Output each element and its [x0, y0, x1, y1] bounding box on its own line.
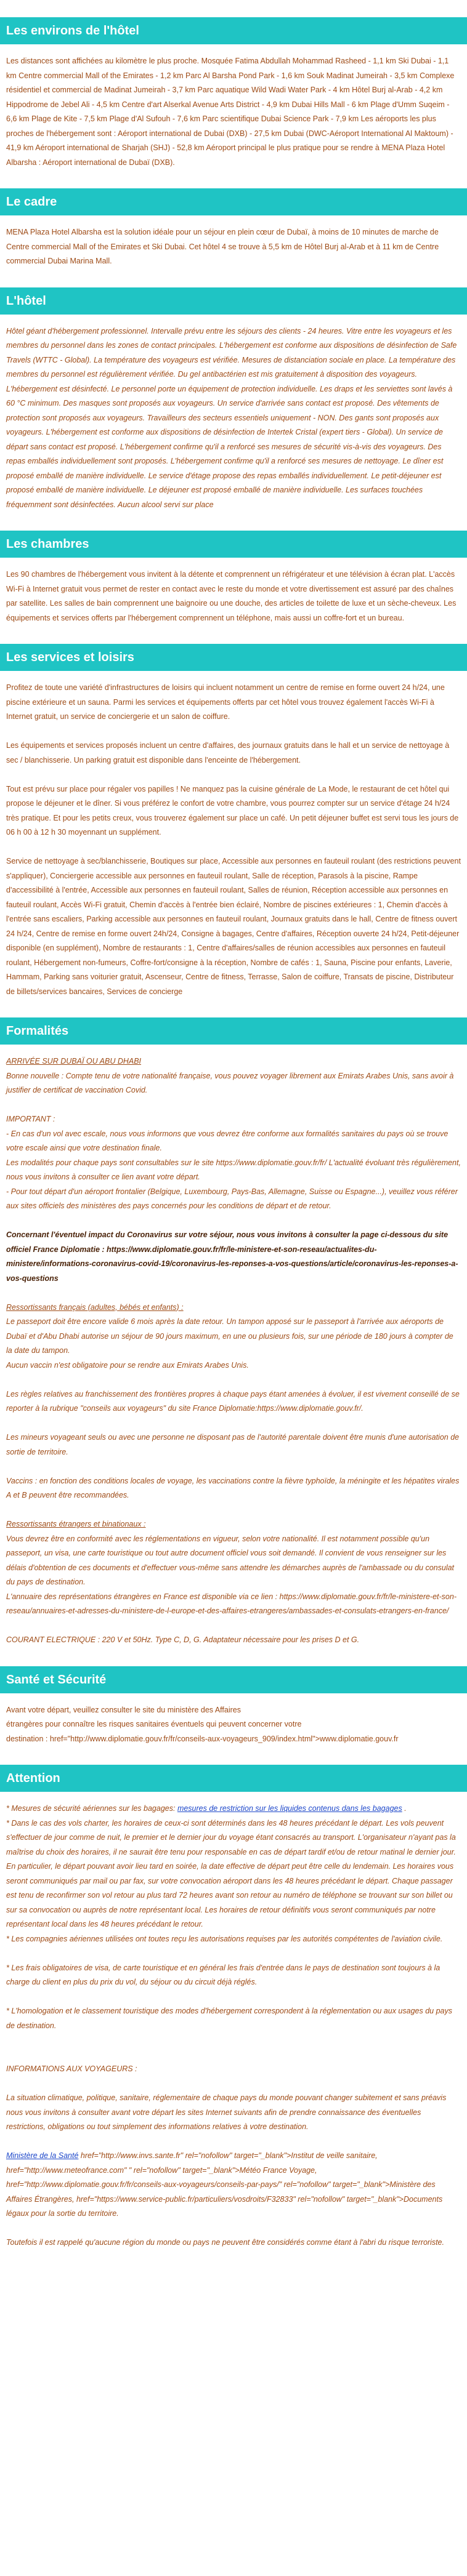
spacer [6, 1990, 461, 2005]
services-title: Les services et loisirs [0, 644, 467, 671]
section-formalites [0, 1017, 467, 1648]
spacer [6, 724, 461, 739]
sante-title: Santé et Sécurité [0, 1666, 467, 1693]
formalites-body [0, 1054, 467, 1648]
ministere-sante-link[interactable]: Ministère de la Santé [6, 2151, 79, 2160]
services-amenities-list: Service de nettoyage à sec/blanchisserie, Boutiques sur place, Accessible aux personnes en fauteuil roulant (des restrictions peuvent s'appliquer), Conciergerie accessible aux personnes en fauteuil roulant, Salle de réception, Parasols à la piscine, Rampe d'accessibilité à l'entrée, Accessible aux personnes en fauteuil roulant, Salles de réunion, Réception accessible aux personnes en fauteuil roulant, Accès Wi-Fi gratuit, Chemin d'accès à l'entrée bien éclairé, Nombre de piscines extérieures : 1, Chemin d'accès à l'entrée sans escaliers, Parking accessible aux personnes en fauteuil roulant, Journaux gratuits dans le hall, Centre de fitness ouvert 24 h/24, Centre de remise en forme ouvert 24h/24, Consigne à bagages, Centre d'affaires, Réception ouverte 24 h/24, Petit-déjeuner disponible (en supplément), Nombre de restaurants : 1, Centre d'affaires/salles de réunion accessibles aux personnes en fauteuil roulant, Hébergement non-fumeurs, Coffre-fort/consigne à la réception, Nombre de cafés : 1, Sauna, Piscine pour enfants, Laverie, Hammam, Parking sans voiturier gratuit, Ascenseur, Centre de fitness, Terrasse, Salon de coiffure, Transats de piscine, Distributeur de billets/services bancaires, Services de concierge [6, 857, 461, 996]
cadre-title: Le cadre [0, 188, 467, 215]
important-modalites-text: Les modalités pour chaque pays sont consultables sur le site https://www.diplomatie.gouv.fr/fr/ L'actualité évoluant très régulièrement, nous vous invitons à consulter ce lien avant votre départ. [6, 1158, 461, 1181]
bonne-nouvelle-text: Bonne nouvelle : Compte tenu de votre nationalité française, vous pouvez voyager librement aux Emirats Arabes Unis, sans avoir à justifier de certificat de vaccination Covid. [6, 1071, 454, 1094]
annuaire-text: L'annuaire des représentations étrangères en France est disponible via ce lien : https://www.diplomatie.gouv.fr/fr/le-ministere-et-son-reseau/annuaires-et-adresses-du-ministere-de-l-europe-et-des-affaires-etrangeres/ambassades-et-consulats-etrangers-en-france/ [6, 1592, 457, 1615]
frais-visa-text: * Les frais obligatoires de visa, de carte touristique et en général les frais d'entrée dans le pays de destination sont toujours à la charge du client en plus du prix du vol, du séjour ou du circuit déjà réglés. [6, 1963, 441, 1986]
chambres-title: Les chambres [0, 531, 467, 558]
courant-electrique-text: COURANT ELECTRIQUE : 220 V et 50Hz. Type C, D, G. Adaptateur nécessaire pour les prises D et G. [6, 1635, 360, 1644]
informations-voyageurs-heading: INFORMATIONS AUX VOYAGEURS : [6, 2064, 137, 2073]
homologation-text: * L'homologation et le classement touristique des modes d'hébergement correspondent à la réglementation ou aux usages du pays de destination. [6, 2007, 452, 2030]
ressortissants-etrangers-heading: Ressortissants étrangers et binationaux : [6, 1520, 146, 1528]
spacer [6, 1503, 461, 1518]
terrorisme-text: Toutefois il est rappelé qu'aucune région du monde ou pays ne peuvent être considérés comme étant à l'abri du risque terroriste. [6, 2238, 444, 2247]
spacer [6, 1373, 461, 1387]
services-body [0, 681, 467, 999]
environs-title: Les environs de l'hôtel [0, 17, 467, 44]
etrangers-text: Vous devrez être en conformité avec les réglementations en vigueur, selon votre nationalité. Il est notamment possible qu'un passeport, un visa, une carte touristique ou tout autre document officiel vous soit demandé. Il convient de vous renseigner sur les délais d'obtention de ces documents et d'effectuer vous-même sans attendre les démarches auprès de l'ambassade ou du consulat du pays de destination. [6, 1534, 455, 1586]
situation-text-2: nous vous invitons à consulter avant votre départ les sites Internet suivants afin de prendre connaissance des éventuelles restrictions, obligations ou tout simplement des informations relatives à votre destination. [6, 2108, 421, 2131]
coronavirus-notice: Concernant l'éventuel impact du Coronavirus sur votre séjour, nous vous invitons à consulter la page ci-dessous du site officiel France Diplomatie : https://www.diplomatie.gouv.fr/fr/le-ministere-et-son-reseau/actualites-du-ministere/informations-coronavirus-covid-19/coronavirus-les-reponses-a-vos-questions/article/coronavirus-les-reponses-a-vos-questions [6, 1230, 458, 1283]
spacer [6, 2033, 461, 2048]
spacer [6, 1459, 461, 1474]
spacer [6, 1416, 461, 1431]
spacer [6, 768, 461, 782]
important-escale-text: - En cas d'un vol avec escale, nous vous informons que vous devrez être conforme aux formalités sanitaires du pays où se trouve votre escale ainsi que votre destination finale. [6, 1129, 449, 1152]
spacer [6, 2221, 461, 2236]
situation-text-1: La situation climatique, politique, sanitaire, réglementaire de chaque pays du monde pouvant changer subitement et sans préavis [6, 2093, 447, 2102]
section-services [0, 644, 467, 999]
attention-title: Attention [0, 1765, 467, 1792]
vaccin-obligatoire-text: Aucun vaccin n'est obligatoire pour se rendre aux Emirats Arabes Unis. [6, 1360, 249, 1370]
section-chambres [0, 531, 467, 625]
spacer [6, 1946, 461, 1961]
services-restauration-text: Tout est prévu sur place pour régaler vos papilles ! Ne manquez pas la cuisine générale de La Mode, le restaurant de cet hôtel qui propose le déjeuner et le dîner. Si vous préférez le confort de votre chambre, vous pourrez compter sur un service d'étage 24 h/24 très pratique. Et pour les petits creux, vous trouverez également sur place un café. Un petit déjeuner buffet est servi tous les jours de 06 h 00 à 12 h 30 moyennant un supplément. [6, 784, 459, 837]
vaccins-recommandes-text: Vaccins : en fonction des conditions locales de voyage, les vaccinations contre la fièvre typhoïde, la méningite et les hépatites virales A et B peuvent être recommandées. [6, 1476, 460, 1499]
spacer [6, 840, 461, 855]
chambres-text: Les 90 chambres de l'hébergement vous invitent à la détente et comprennent un réfrigérateur et une télévision à écran plat. L'accès Wi-Fi à Internet gratuit vous permet de rester en contact avec le reste du monde et votre divertissement est assuré par des chaînes par satellite. Les salles de bain comprennent une baignoire ou une douche, des articles de toilette de luxe et un sèche-cheveux. Les équipements et services offerts par l'hébergement comprennent un téléphone, mais aussi un coffre-fort et un bureau. [6, 570, 457, 622]
arrivee-heading: ARRIVÉE SUR DUBAÏ OU ABU DHABI [6, 1057, 142, 1065]
important-frontalier-text: - Pour tout départ d'un aéroport frontalier (Belgique, Luxembourg, Pays-Bas, Allemagne, Suisse ou Espagne...), veuillez vous référer aux sites officiels des ministères des pays concernés pour les conditions de départ et de retour. [6, 1187, 458, 1210]
spacer [6, 2135, 461, 2149]
spacer [6, 2048, 461, 2063]
bagages-suffix: . [402, 1804, 407, 1813]
section-sante [0, 1666, 467, 1747]
spacer [6, 1098, 461, 1113]
sante-line-3: destination : href="http://www.diplomatie.gouv.fr/fr/conseils-aux-voyageurs_909/index.html">www.diplomatie.gouv.fr [6, 1734, 399, 1743]
sites-references-text [6, 2149, 461, 2221]
restriction-liquides-link[interactable]: mesures de restriction sur les liquides contenus dans les bagages [177, 1804, 402, 1813]
services-loisirs-text: Profitez de toute une variété d'infrastructures de loisirs qui incluent notamment un centre de remise en forme ouvert 24 h/24, une piscine extérieure et un sauna. Parmi les services et équipements offerts par cet hôtel vous trouvez également l'accès Wi-Fi à Internet gratuit, un service de conciergerie et un salon de coiffure. [6, 683, 445, 721]
hotel-body [0, 324, 467, 513]
bagages-prefix: * Mesures de sécurité aériennes sur les bagages: [6, 1804, 177, 1813]
sante-line-2: étrangères pour connaître les risques sanitaires éventuels qui peuvent concerner votre [6, 1720, 302, 1728]
sites-references-suffix: href="http://www.invs.sante.fr" rel="nofollow" target="_blank">Institut de veille sanitaire, href="http://www.meteofrance.com" " rel="nofollow" target="_blank">Météo France Voyage, href="http://www.diplomatie.gouv.fr/fr/conseils-aux-voyageurs/conseils-par-pays/" rel="nofollow" target="_blank">Ministère des Affaires Étrangères, href="https://www.service-public.fr/particuliers/vosdroits/F32833" rel="nofollow" target="_blank">Documents légaux pour la sortie du territoire. [6, 2151, 443, 2218]
environs-text: Les distances sont affichées au kilomètre le plus proche. Mosquée Fatima Abdullah Mohammad Rasheed - 1,1 km Ski Dubai - 1,1 km Centre commercial Mall of the Emirates - 1,2 km Parc Al Barsha Pond Park - 1,6 km Souk Madinat Jumeirah - 3,5 km Complexe résidentiel et commercial de Madinat Jumeirah - 3,7 km Parc aquatique Wild Wadi Water Park - 4 km Hôtel Burj al-Arab - 4,2 km Hippodrome de Jebel Ali - 4,5 km Centre d'art Alserkal Avenue Arts District - 4,9 km Dubai Hills Mall - 6 km Plage d'Umm Suqeim - 6,6 km Plage de Kite - 7,5 km Plage d'Al Sufouh - 7,6 km Parc scientifique Dubai Science Park - 7,9 km Les aéroports les plus proches de l'hébergement sont : Aéroport international de Dubai (DXB) - 27,5 km Dubai (DWC-Aéroport International Al Maktoum) - 41,9 km Aéroport international de Sharjah (SHJ) - 52,8 km Aéroport principal le plus pratique pour se rendre à MENA Plaza Hotel Albarsha : Aéroport international de Dubaï (DXB). [6, 57, 455, 167]
services-equipements-text: Les équipements et services proposés incluent un centre d'affaires, des journaux gratuits dans le hall et un service de nettoyage à sec / blanchisserie. Un parking gratuit est disponible dans l'enceinte de l'hébergement. [6, 741, 450, 764]
cadre-text: MENA Plaza Hotel Albarsha est la solution idéale pour un séjour en plein cœur de Dubaï, à moins de 10 minutes de marche de Centre commercial Mall of the Emirates et Ski Dubai. Cet hôtel 4 se trouve à 5,5 km de Hôtel Burj al-Arab et à 11 km de Centre commercial Dubai Marina Mall. [6, 228, 439, 265]
bagages-text [6, 1802, 461, 1816]
regles-frontieres-text: Les règles relatives au franchissement des frontières propres à chaque pays étant amenées à évoluer, il est vivement conseillé de se reporter à la rubrique "conseils aux voyageurs" du site France Diplomatie:https://www.diplomatie.gouv.fr/. [6, 1389, 460, 1413]
compagnies-text: * Les compagnies aériennes utilisées ont toutes reçu les autorisations requises par les autorités compétentes de l'aviation civile. [6, 1934, 443, 1943]
spacer [6, 1619, 461, 1634]
sante-line-1: Avant votre départ, veuillez consulter le site du ministère des Affaires [6, 1705, 241, 1714]
passeport-text: Le passeport doit être encore valide 6 mois après la date retour. Un tampon apposé sur le passeport à l'arrivée aux aéroports de Dubaï et d'Abu Dhabi autorise un séjour de 90 jours maximum, en une ou plusieurs fois, sur une période de 180 jours à compter de la date du tampon. [6, 1317, 453, 1355]
hotel-title: L'hôtel [0, 287, 467, 315]
hotel-text: Hôtel géant d'hébergement professionnel. Intervalle prévu entre les séjours des clients - 24 heures. Vitre entre les voyageurs et les membres du personnel dans les zones de contact principales. L'hébergement est conforme aux dispositions de désinfection de Safe Travels (WTTC - Global). La température des voyageurs est vérifiée. Mesures de distanciation sociale en place. La température des membres du personnel est régulièrement vérifiée. Du gel antibactérien est mis gratuitement à disposition des voyageurs. L'hébergement est désinfecté. Le personnel porte un équipement de protection individuelle. Les draps et les serviettes sont lavés à 60 °C minimum. Des masques sont proposés aux voyageurs. Un service d'arrivée sans contact est proposé. Des vêtements de protection sont proposés aux voyageurs. Travailleurs des secteurs essentiels uniquement - NON. Des gants sont proposés aux voyageurs. L'hébergement est conforme aux dispositions de désinfection de Intertek Cristal (expert tiers - Global). Un service de départ sans contact est proposé. L'hébergement confirme qu'il a renforcé ses mesures de sécurité vis-à-vis des voyageurs. Des repas emballés individuellement sont proposés. L'hébergement confirme qu'il a renforcé ses mesures de nettoyage. Le dîner est proposé emballé de manière individuelle. Le service d'étage propose des repas emballés individuellement. Le petit-déjeuner est proposé emballé de manière individuelle. Le déjeuner est proposé emballé de manière individuelle. Les surfaces touchées fréquemment sont désinfectées. Aucun alcool servi sur place [6, 326, 457, 509]
attention-body [0, 1802, 467, 2250]
sante-body [0, 1703, 467, 1747]
section-cadre [0, 188, 467, 269]
important-label: IMPORTANT : [6, 1115, 55, 1123]
section-hotel [0, 287, 467, 513]
mineurs-text: Les mineurs voyageant seuls ou avec une personne ne disposant pas de l'autorité parentale doivent être munis d'une autorisation de sortie de territoire. [6, 1433, 460, 1456]
chambres-body [0, 568, 467, 625]
spacer [6, 1286, 461, 1301]
vols-charter-text: * Dans le cas des vols charter, les horaires de ceux-ci sont déterminés dans les 48 heures précédant le départ. Les vols peuvent s'effectuer de jour comme de nuit, le premier et le dernier jour du voyage étant consacrés au transport. L'organisateur n'ayant pas la maîtrise du choix des horaires, il ne saurait être tenu pour responsable en cas de départ tardif et/ou de retour matinal le dernier jour. En particulier, le départ pouvant avoir lieu tard en soirée, la date effective de départ peut être celle du lendemain. Les horaires vous seront communiqués par mail ou par fax, sur votre convocation aéroport dans les 48 heures précédant le départ. Chaque passager est tenu de reconfirmer son vol retour au plus tard 72 heures avant son retour au numéro de téléphone se trouvant sur son billet ou sur sa convocation ou auprès de notre représentant local. Les horaires de retour définitifs vous seront communiqués par notre représentant local dans les 48 heures précédant le retour. [6, 1818, 456, 1928]
spacer [6, 2077, 461, 2092]
section-attention [0, 1765, 467, 2250]
section-environs [0, 17, 467, 170]
cadre-body [0, 225, 467, 269]
spacer [6, 1214, 461, 1229]
formalites-title: Formalités [0, 1017, 467, 1045]
environs-body [0, 54, 467, 170]
ressortissants-francais-heading: Ressortissants français (adultes, bébés et enfants) : [6, 1302, 184, 1312]
